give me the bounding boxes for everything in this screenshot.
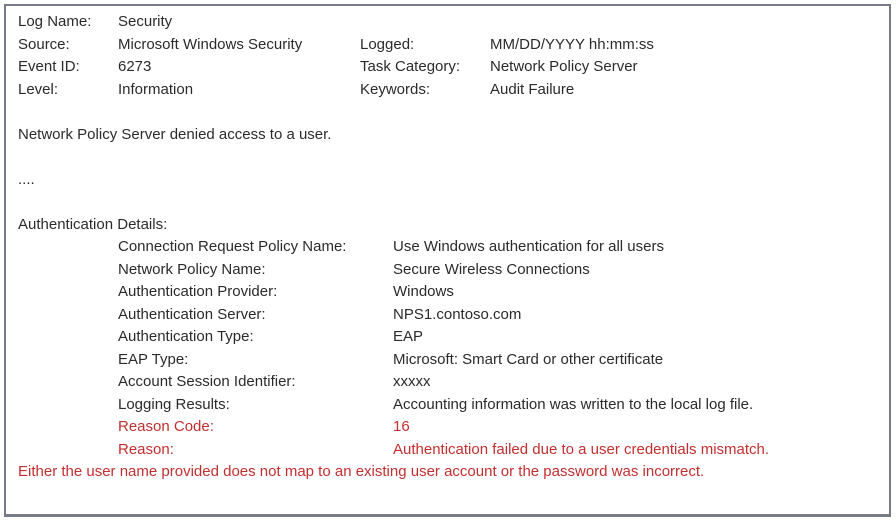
field-label: Logged: — [360, 35, 415, 53]
field-label — [360, 11, 490, 34]
detail-value: 16 — [393, 418, 410, 435]
detail-label: Authentication Provider: — [118, 283, 278, 300]
field-label: Log Name: — [18, 13, 92, 30]
detail-value: Use Windows authentication for all users — [393, 238, 664, 255]
blank-line — [18, 191, 881, 214]
header-row-log-name — [18, 11, 881, 34]
field-value: Information — [118, 80, 194, 98]
detail-label: Reason: — [118, 440, 174, 458]
field-label: Source: — [18, 35, 70, 53]
field-value: Microsoft Windows Security — [118, 35, 303, 53]
detail-label: Network Policy Name: — [118, 260, 266, 278]
section-title: Authentication Details: — [18, 215, 168, 233]
blank-line — [18, 146, 881, 169]
event-description: Network Policy Server denied access to a user. — [18, 125, 332, 143]
detail-label: Authentication Server: — [118, 305, 266, 323]
event-header — [18, 11, 881, 101]
header-row-level — [18, 79, 881, 102]
detail-value: Authentication failed due to a user credentials mismatch. — [393, 440, 770, 458]
detail-value: Microsoft: Smart Card or other certificate — [393, 350, 664, 368]
field-label: Event ID: — [18, 58, 80, 75]
detail-row-reason — [18, 439, 881, 462]
detail-label: Account Session Identifier: — [118, 373, 296, 390]
detail-value: xxxxx — [393, 373, 431, 390]
detail-row — [18, 236, 881, 259]
event-log-panel — [4, 4, 891, 517]
detail-row — [18, 259, 881, 282]
field-value — [490, 11, 881, 34]
detail-label: Reason Code: — [118, 418, 214, 435]
header-row-event-id — [18, 56, 881, 79]
header-row-source — [18, 34, 881, 57]
field-value: MM/DD/YYYY hh:mm:ss — [490, 35, 654, 53]
detail-value: Accounting information was written to the local log file. — [393, 395, 754, 413]
detail-row — [18, 326, 881, 349]
reason-footer-note: Either the user name provided does not map to an existing user account or the password was incorrect. — [18, 463, 705, 480]
detail-row — [18, 371, 881, 394]
detail-value: Secure Wireless Connections — [393, 260, 590, 278]
field-label: Level: — [18, 80, 59, 98]
detail-row-reason-code — [18, 416, 881, 439]
detail-row — [18, 349, 881, 372]
field-value: Security — [118, 13, 173, 30]
detail-label: Logging Results: — [118, 395, 230, 413]
detail-value: NPS1.contoso.com — [393, 305, 522, 323]
authentication-details — [18, 236, 881, 461]
field-value: Audit Failure — [490, 80, 575, 98]
field-value: Network Policy Server — [490, 58, 638, 75]
detail-label: EAP Type: — [118, 350, 189, 368]
detail-label: Authentication Type: — [118, 328, 254, 345]
field-value: 6273 — [118, 58, 152, 75]
detail-value: Windows — [393, 283, 454, 300]
detail-value: EAP — [393, 328, 424, 345]
detail-label: Connection Request Policy Name: — [118, 238, 347, 255]
detail-row — [18, 394, 881, 417]
blank-line — [18, 101, 881, 124]
ellipsis-line: .... — [18, 170, 35, 188]
field-label: Keywords: — [360, 80, 431, 98]
detail-row — [18, 281, 881, 304]
detail-row — [18, 304, 881, 327]
field-label: Task Category: — [360, 58, 461, 75]
